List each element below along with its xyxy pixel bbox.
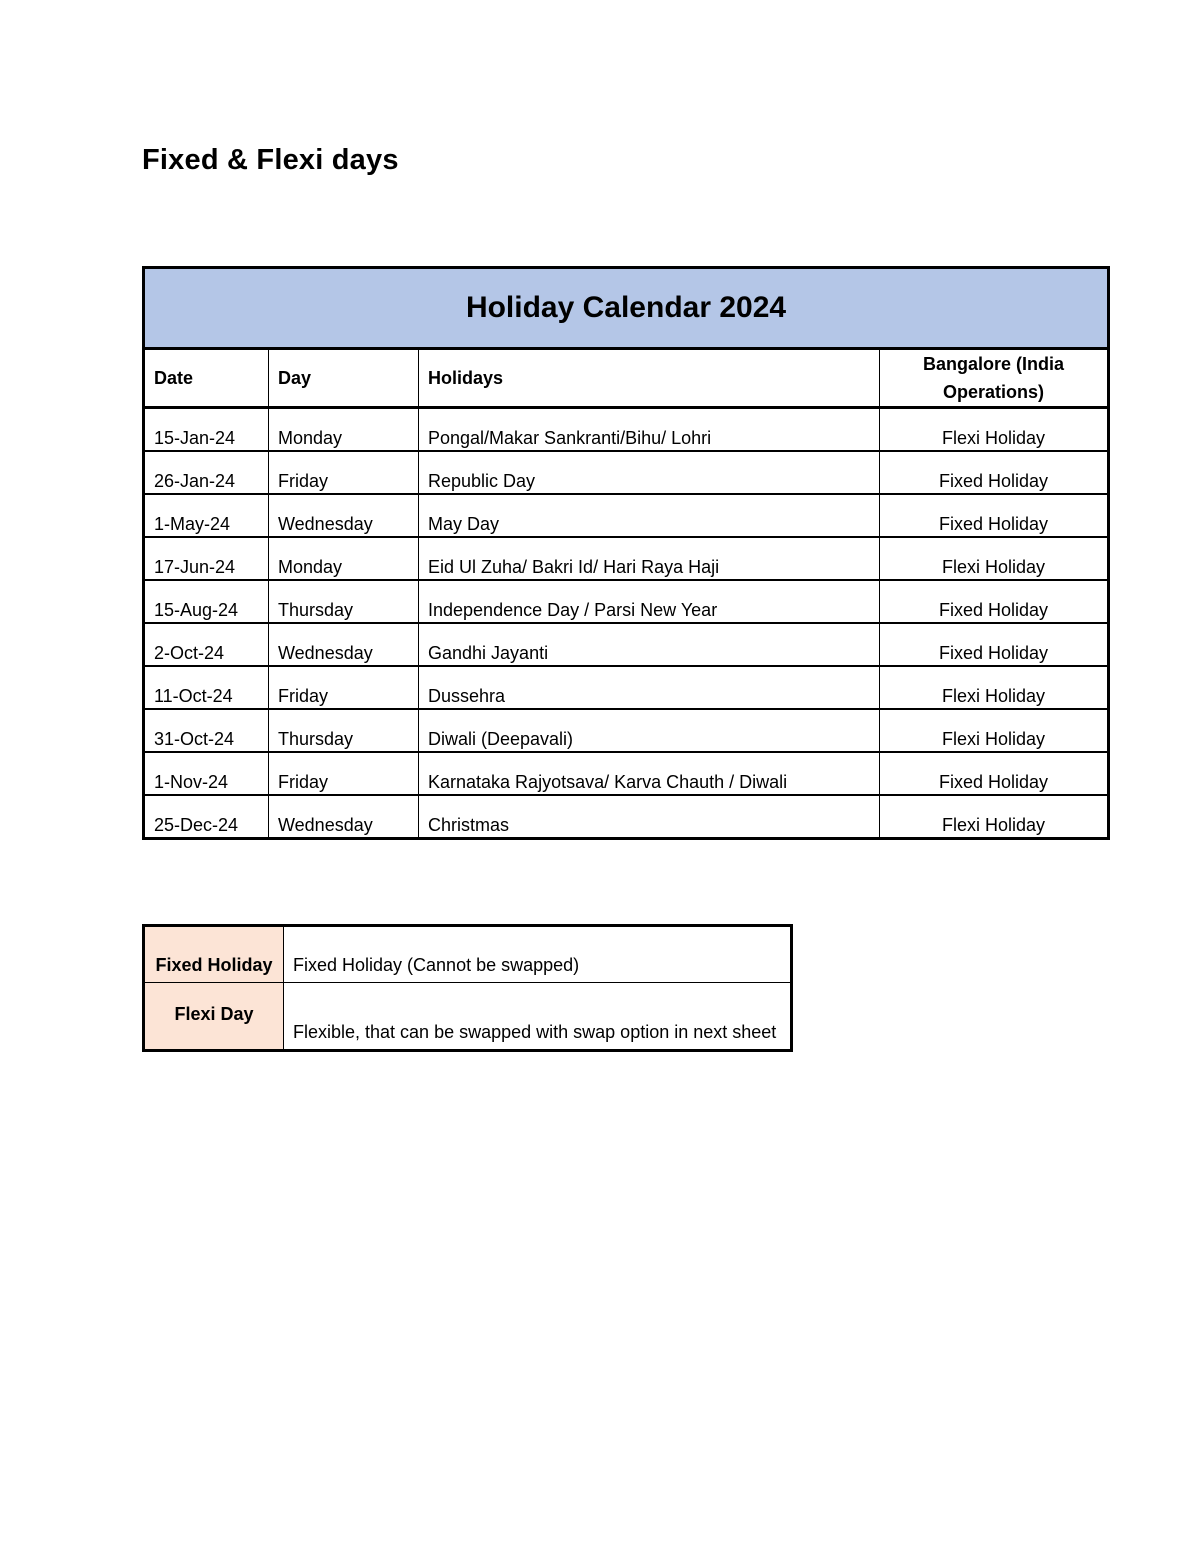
date-cell: 25-Dec-24 bbox=[144, 795, 269, 839]
legend-desc-flexi: Flexible, that can be swapped with swap option in next sheet bbox=[284, 983, 792, 1051]
legend-table bbox=[142, 924, 793, 1052]
legend-desc-fixed: Fixed Holiday (Cannot be swapped) bbox=[284, 926, 792, 983]
date-cell: 31-Oct-24 bbox=[144, 709, 269, 752]
status-cell: Flexi Holiday bbox=[880, 709, 1109, 752]
day-cell: Friday bbox=[269, 451, 419, 494]
day-cell: Wednesday bbox=[269, 623, 419, 666]
date-cell: 17-Jun-24 bbox=[144, 537, 269, 580]
day-cell: Thursday bbox=[269, 709, 419, 752]
table-row bbox=[144, 537, 1109, 580]
status-cell: Fixed Holiday bbox=[880, 623, 1109, 666]
holiday-cell: Eid Ul Zuha/ Bakri Id/ Hari Raya Haji bbox=[419, 537, 880, 580]
holiday-cell: Pongal/Makar Sankranti/Bihu/ Lohri bbox=[419, 408, 880, 452]
table-row bbox=[144, 408, 1109, 452]
date-cell: 2-Oct-24 bbox=[144, 623, 269, 666]
day-cell: Thursday bbox=[269, 580, 419, 623]
table-row bbox=[144, 709, 1109, 752]
holiday-cell: Gandhi Jayanti bbox=[419, 623, 880, 666]
table-row bbox=[144, 666, 1109, 709]
header-date: Date bbox=[144, 349, 269, 408]
calendar-title: Holiday Calendar 2024 bbox=[144, 268, 1109, 349]
holiday-cell: Diwali (Deepavali) bbox=[419, 709, 880, 752]
holiday-cell: Republic Day bbox=[419, 451, 880, 494]
table-row bbox=[144, 623, 1109, 666]
status-cell: Fixed Holiday bbox=[880, 580, 1109, 623]
page-title: Fixed & Flexi days bbox=[142, 144, 399, 176]
legend-key-flexi: Flexi Day bbox=[144, 983, 284, 1051]
status-cell: Fixed Holiday bbox=[880, 451, 1109, 494]
table-row bbox=[144, 451, 1109, 494]
status-cell: Flexi Holiday bbox=[880, 537, 1109, 580]
status-cell: Flexi Holiday bbox=[880, 408, 1109, 452]
holiday-cell: Independence Day / Parsi New Year bbox=[419, 580, 880, 623]
date-cell: 1-May-24 bbox=[144, 494, 269, 537]
date-cell: 1-Nov-24 bbox=[144, 752, 269, 795]
holiday-cell: Christmas bbox=[419, 795, 880, 839]
date-cell: 26-Jan-24 bbox=[144, 451, 269, 494]
table-row bbox=[144, 494, 1109, 537]
day-cell: Wednesday bbox=[269, 795, 419, 839]
status-cell: Flexi Holiday bbox=[880, 666, 1109, 709]
day-cell: Friday bbox=[269, 666, 419, 709]
table-row bbox=[144, 752, 1109, 795]
header-day: Day bbox=[269, 349, 419, 408]
legend-key-fixed: Fixed Holiday bbox=[144, 926, 284, 983]
header-location: Bangalore (India Operations) bbox=[880, 349, 1109, 408]
header-row bbox=[144, 349, 1109, 408]
holiday-cell: May Day bbox=[419, 494, 880, 537]
date-cell: 15-Aug-24 bbox=[144, 580, 269, 623]
table-row bbox=[144, 580, 1109, 623]
status-cell: Flexi Holiday bbox=[880, 795, 1109, 839]
day-cell: Monday bbox=[269, 537, 419, 580]
date-cell: 11-Oct-24 bbox=[144, 666, 269, 709]
status-cell: Fixed Holiday bbox=[880, 752, 1109, 795]
date-cell: 15-Jan-24 bbox=[144, 408, 269, 452]
day-cell: Friday bbox=[269, 752, 419, 795]
status-cell: Fixed Holiday bbox=[880, 494, 1109, 537]
header-holidays: Holidays bbox=[419, 349, 880, 408]
day-cell: Wednesday bbox=[269, 494, 419, 537]
legend-row-fixed bbox=[144, 926, 792, 983]
calendar-title-row bbox=[144, 268, 1109, 349]
day-cell: Monday bbox=[269, 408, 419, 452]
holiday-cell: Karnataka Rajyotsava/ Karva Chauth / Diwali bbox=[419, 752, 880, 795]
holiday-cell: Dussehra bbox=[419, 666, 880, 709]
holiday-calendar-table bbox=[142, 266, 1110, 840]
table-row bbox=[144, 795, 1109, 839]
legend-row-flexi bbox=[144, 983, 792, 1051]
